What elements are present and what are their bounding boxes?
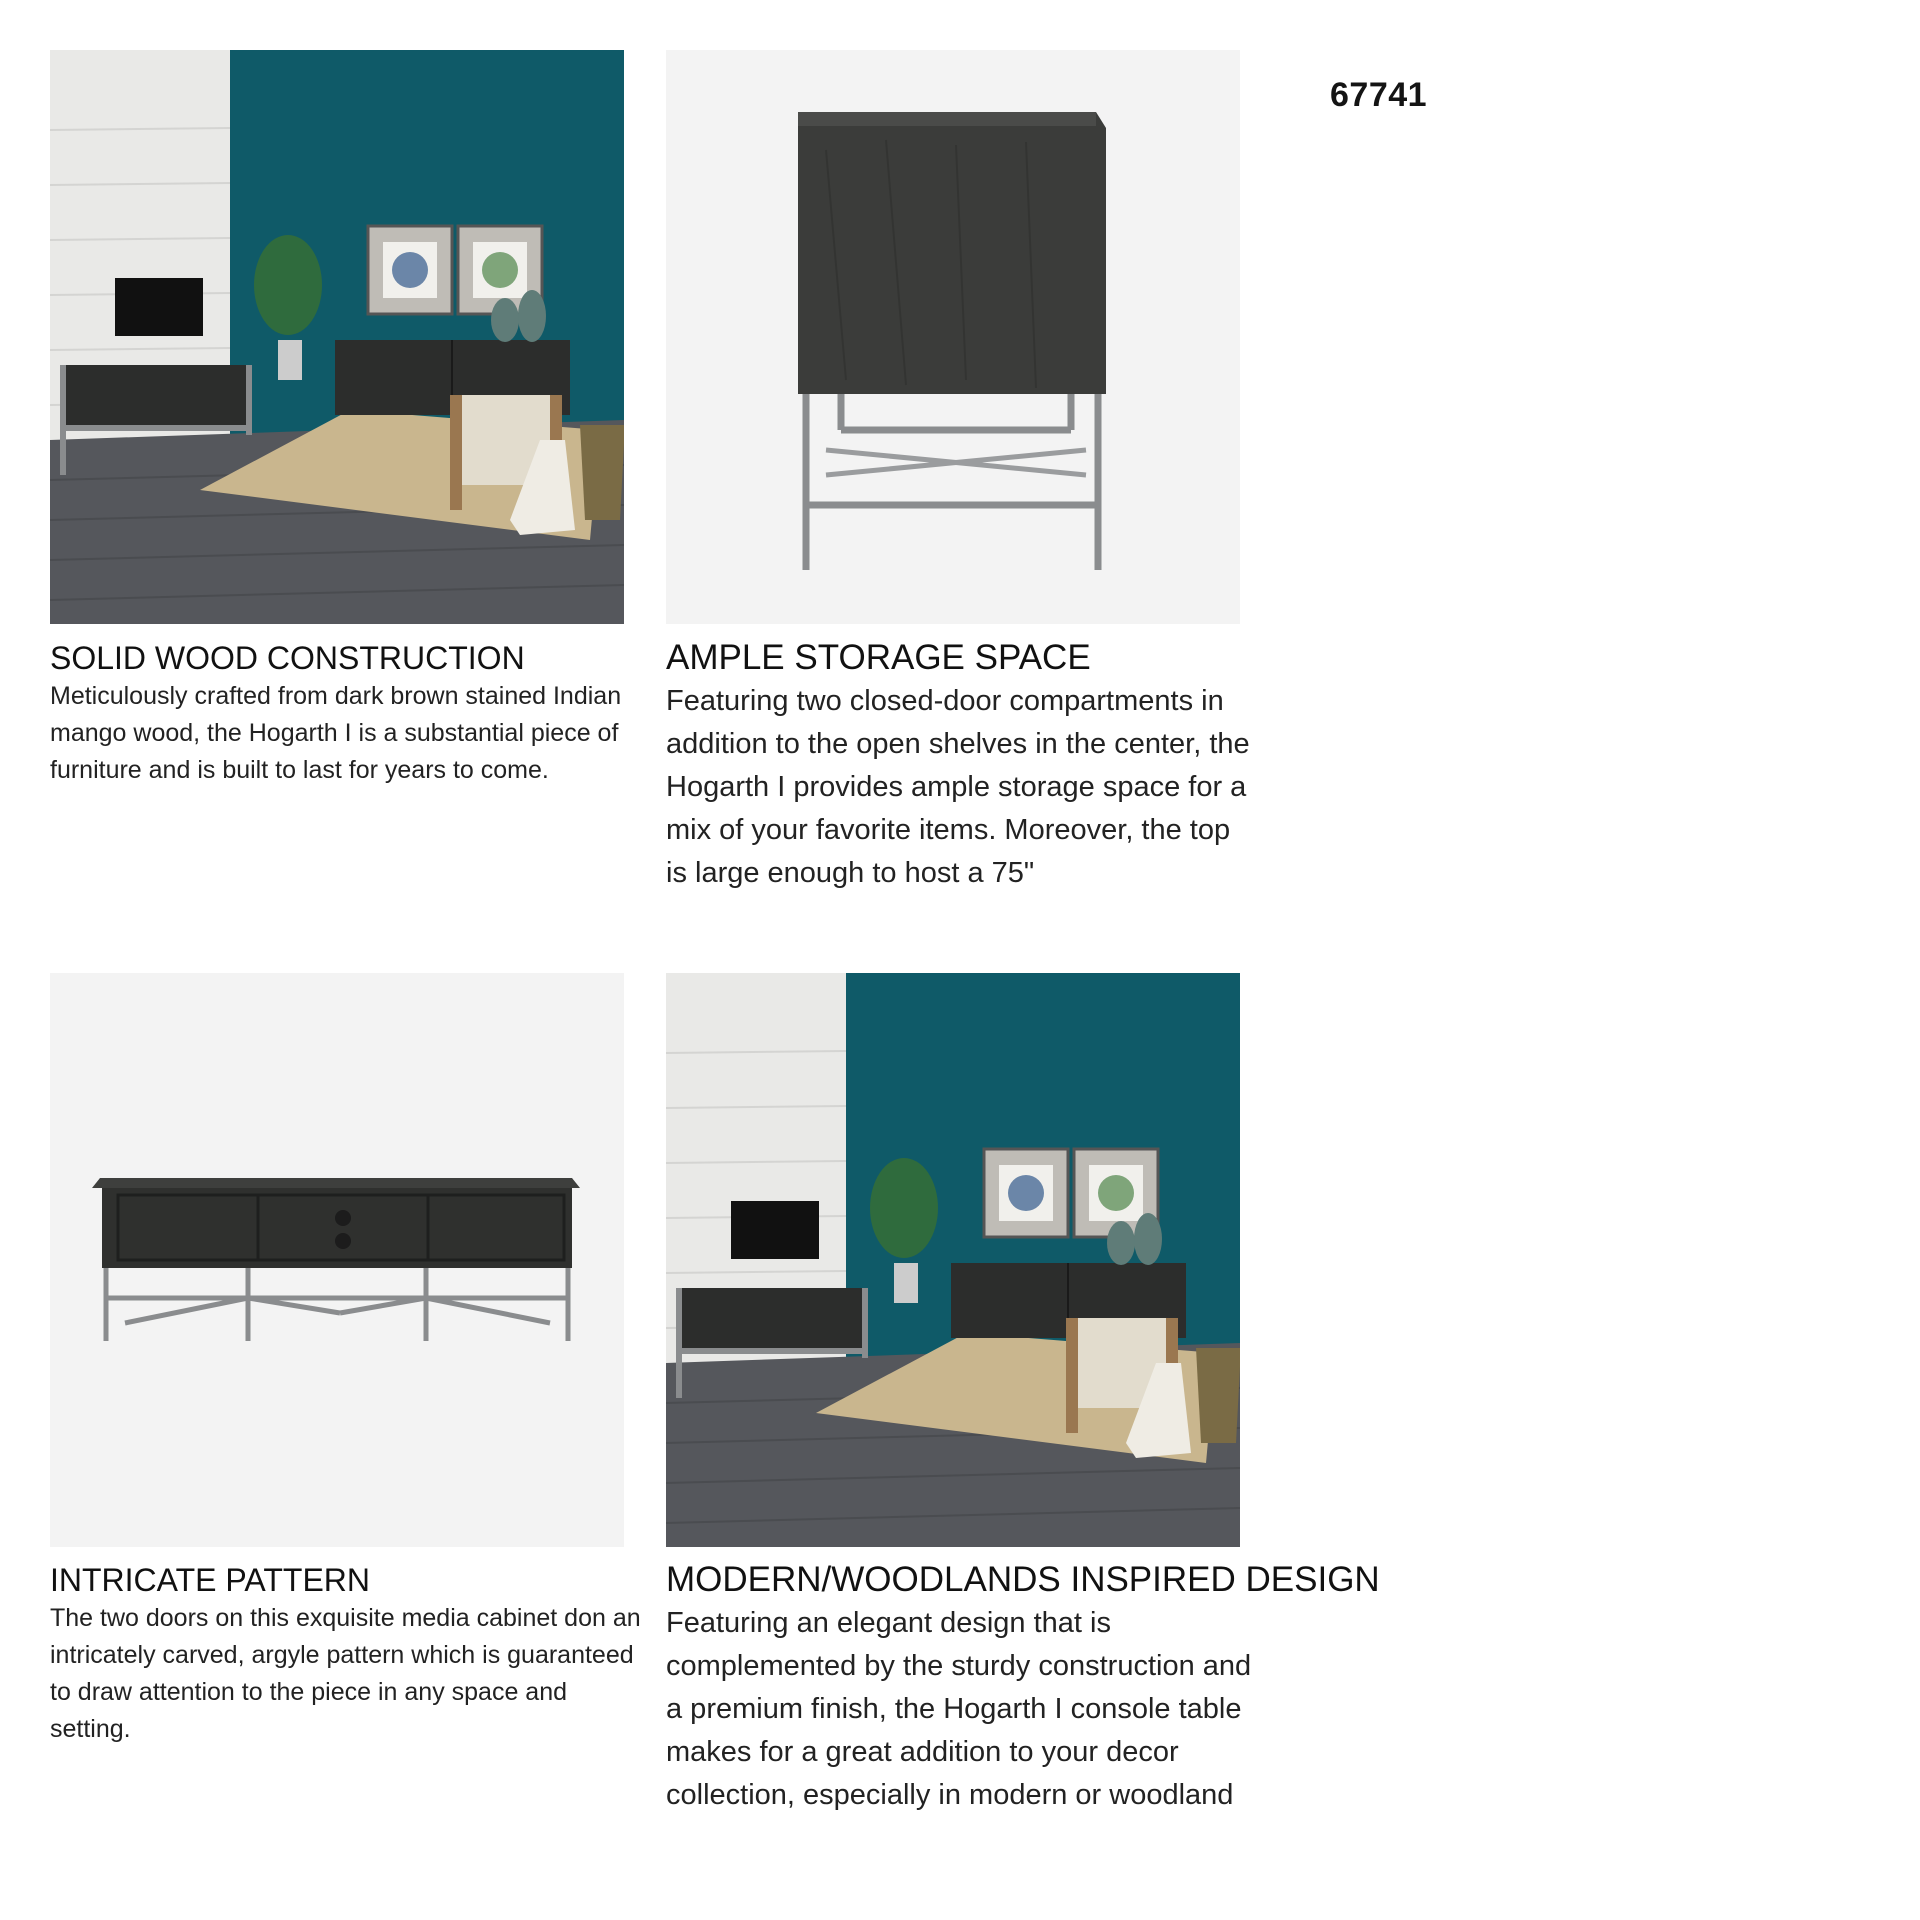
cabinet-front-view-illustration (50, 973, 624, 1547)
card-title: SOLID WOOD CONSTRUCTION (50, 640, 525, 676)
card-title: INTRICATE PATTERN (50, 1562, 370, 1598)
card-description: The two doors on this exquisite media cabinet don an intricately carved, argyle pattern which is guaranteed to draw attention to the piece in any space and setting. (50, 1604, 641, 1743)
card-description: Meticulously crafted from dark brown stained Indian mango wood, the Hogarth I is a substantial piece of furniture and is built to last for years to come. (50, 682, 622, 784)
room-scene-photo (666, 973, 1240, 1547)
card-description: Featuring an elegant design that is complemented by the sturdy construction and a premium finish, the Hogarth I console table makes for a great addition to your decor collection, especially in modern or woodland (666, 1607, 1252, 1811)
room-scene-illustration (50, 50, 624, 624)
cabinet-side-view-illustration (666, 50, 1240, 624)
cabinet-side-view-photo (666, 50, 1240, 624)
room-scene-photo (50, 50, 624, 624)
card-title: MODERN/WOODLANDS INSPIRED DESIGN (666, 1560, 1380, 1599)
room-scene-illustration (666, 973, 1240, 1547)
product-sku: 67741 (1330, 76, 1428, 114)
cabinet-front-view-photo (50, 973, 624, 1547)
card-description: Featuring two closed-door compartments in addition to the open shelves in the center, the Hogarth I provides ample storage space for a mix of your favorite items. Moreover, the top is large enough to host a 75" (666, 685, 1250, 889)
card-title: AMPLE STORAGE SPACE (666, 638, 1091, 677)
